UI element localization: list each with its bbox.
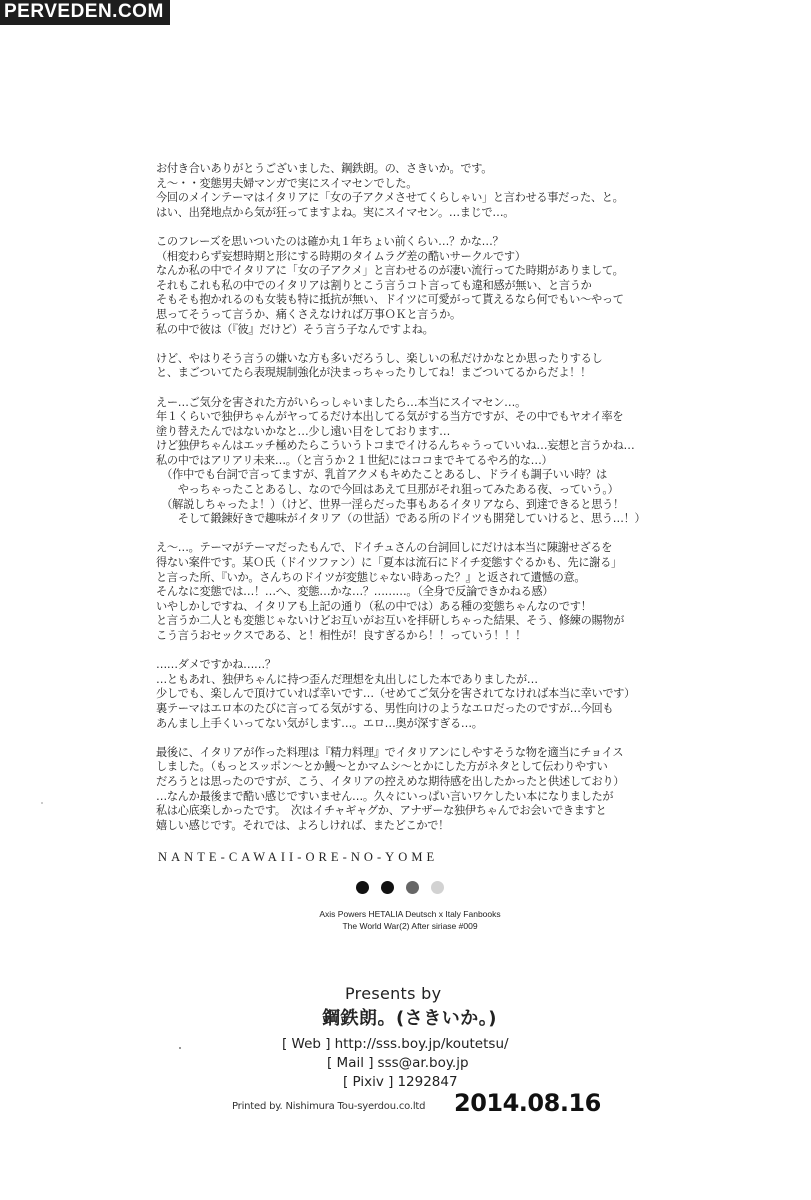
- afterword-paragraph: [156, 162, 656, 220]
- afterword-line: あんまし上手くいってない気がします…。エロ…奥が深すぎる…。: [156, 716, 483, 730]
- afterword-paragraph: [156, 541, 656, 643]
- mail-address[interactable]: sss@ar.boy.jp: [377, 1055, 469, 1071]
- pixiv-id: 1292847: [397, 1074, 458, 1090]
- afterword-line: なんか私の中でイタリアに「女の子アクメ」と言わせるのが凄い流行ってた時期がありまして。: [156, 264, 624, 278]
- afterword-line: こう言うおセックスである、と！相性が！良すぎるから！！っていう！！！: [156, 629, 527, 642]
- afterword-line: え～・・変態男夫婦マンガで実にスイマセンでした。: [156, 176, 418, 190]
- afterword-line: このフレーズを思いついたのは確か丸１年ちょい前くらい…？かな…？: [156, 234, 504, 248]
- afterword-line: けど、やはりそう言うの嫌いな方も多いだろうし、楽しいの私だけかなとか思ったりするし: [156, 351, 603, 365]
- afterword-line: えー…ご気分を害された方がいらっしゃいましたら…本当にスイマセン…。: [156, 395, 526, 409]
- progress-dot: [381, 881, 394, 894]
- mail-contact: [327, 1055, 469, 1071]
- web-url[interactable]: http://sss.boy.jp/koutetsu/: [334, 1036, 509, 1052]
- afterword-line: 得ない案件です。某Ｏ氏（ドイツファン）に「夏本は流石にドイチ変態すぐるかも、先に謝る」: [156, 556, 622, 570]
- series-title: NANTE-CAWAII-ORE-NO-YOME: [158, 850, 439, 864]
- afterword-paragraph: [156, 658, 656, 731]
- web-label: [ Web ]: [282, 1036, 331, 1052]
- print-speck: [179, 1047, 181, 1049]
- mail-label: [ Mail ]: [327, 1055, 374, 1071]
- afterword-line: それもこれも私の中でのイタリアは割りとこう言うコト言っても違和感が無い、と言うか: [156, 278, 592, 292]
- afterword-line: ……ダメですかね……？: [156, 658, 276, 672]
- afterword-line: 私は心底楽しかったです。 次はイチャギャグか、アナザーな独伊ちゃんでお会いできますと: [156, 804, 607, 818]
- print-speck: [41, 802, 43, 804]
- afterword-line: けど独伊ちゃんはエッチ極めたらこういうトコまでイけるんちゃうっていいね…妄想と言うかね…: [156, 439, 635, 453]
- afterword-line: と、まごついてたら表現規制強化が決まっちゃったりしてね！まごついてるからだよ！！: [156, 366, 592, 380]
- afterword-line: …ともあれ、独伊ちゃんに持つ歪んだ理想を丸出しにした本でありましたが…: [156, 672, 538, 686]
- afterword-line: 最後に、イタリアが作った料理は『精力料理』でイタリアンにしやすそうな物を適当にチョイス: [156, 745, 624, 759]
- afterword-line: 年１くらいで独伊ちゃんがヤってるだけ本出してる気がする当方ですが、その中でもヤオイ率を: [156, 410, 624, 424]
- afterword-line: 少しでも、楽しんで頂けていれば幸いです…（せめてご気分を害されてなければ本当に幸いです）: [156, 687, 636, 701]
- presents-by-label: Presents by: [345, 984, 442, 1003]
- afterword-line: 嬉しい感じです。それでは、よろしければ、またどこかで！: [156, 818, 450, 832]
- afterword-line: 今回のメインテーマはイタリアに「女の子アクメさせてくらしゃい」と言わせる事だった、と。: [156, 191, 624, 205]
- afterword-line: そもそも抱かれるのも女装も特に抵抗が無い、ドイツに可愛がって貰えるなら何でもい～やって: [156, 293, 624, 307]
- volume-subtitle: The World War(2) After siriase #009: [342, 921, 478, 931]
- afterword-line: …なんか最後まで酷い感じですいません…。久々にいっぱい言いワケしたい本になりましたが: [156, 789, 614, 803]
- afterword-line: 塗り替えたんではないかなと…少し遠い目をしております…: [156, 424, 450, 438]
- pixiv-label: [ Pixiv ]: [343, 1074, 394, 1090]
- progress-dot: [431, 881, 444, 894]
- author-name: 鋼鉄朗。(さきいか。): [322, 1008, 497, 1029]
- afterword-line: 私の中で彼は（『彼』だけど）そう言う子なんですよね。: [156, 322, 434, 336]
- afterword-paragraph: [156, 352, 656, 381]
- afterword-paragraph: [156, 235, 656, 337]
- site-watermark: PERVEDEN.COM: [0, 0, 170, 25]
- afterword-line: （解説しちゃったよ！）（けど、世界一淫らだった事もあるイタリアなら、到達できると思う！: [156, 497, 624, 511]
- afterword-line: （相変わらず妄想時期と形にする時期のタイムラグ差の酷いサークルです）: [156, 249, 526, 263]
- afterword-line: と言った所、『いか。さんちのドイツが変態じゃない時あった？』と返されて遺憾の意。: [156, 570, 586, 584]
- afterword-line: しました。（もっとスッポン～とか鰻～とかマムシ～とかにした方がネタとして伝わりやすい: [156, 760, 608, 774]
- afterword-line: やっちゃったことあるし、なので今回はあえて旦那がそれ狙ってみたある夜、っていう。）: [156, 483, 619, 497]
- pixiv-contact: [343, 1074, 458, 1090]
- afterword-line: いやしかしですね、イタリアも上記の通り（私の中では）ある種の変態ちゃんなのです！: [156, 599, 592, 613]
- afterword-line: と言うか二人とも変態じゃないけどお互いがお互いを拝研しちゃった結果、そう、修練の賜物が: [156, 614, 625, 628]
- printer-credit: Printed by. Nishimura Tou-syerdou.co.ltd: [232, 1101, 426, 1112]
- web-contact: [282, 1036, 509, 1052]
- afterword-line: お付き合いありがとうございました、鋼鉄朗。の、さきいか。です。: [156, 162, 493, 175]
- afterword-line: はい、出発地点から気が狂ってますよね。実にスイマセン。…まじで…。: [156, 205, 515, 219]
- afterword-text: [156, 162, 656, 848]
- afterword-line: え～…。テーマがテーマだったもんで、ドイチュさんの台詞回しにだけは本当に陳謝せざるを: [156, 541, 613, 555]
- afterword-line: そして鍛錬好きで趣味がイタリア（の世話）である所のドイツも開発していけると、思う…！）: [156, 512, 646, 526]
- afterword-line: 思ってそうって言うか、痛くさえなければ万事ＯＫと言うか。: [156, 307, 461, 321]
- afterword-paragraph: [156, 746, 656, 834]
- progress-dot: [356, 881, 369, 894]
- series-subtitle: Axis Powers HETALIA Deutsch x Italy Fanbooks: [319, 909, 501, 919]
- afterword-line: 私の中ではアリアリ未来…。（と言うか２１世紀にはココまでキてるやろ的な…）: [156, 453, 553, 467]
- afterword-line: 裏テーマはエロ本のたびに言ってる気がする、男性向けのようなエロだったのですが…今回も: [156, 701, 614, 715]
- afterword-paragraph: [156, 396, 656, 527]
- afterword-line: そんなに変態では…！…へ、変態…かな…？………。（全身で反論できかねる感）: [156, 585, 554, 599]
- afterword-line: だろうとは思ったのですが、こう、イタリアの控えめな期待感を出したかったと供述しており）: [156, 774, 625, 788]
- progress-dot: [406, 881, 419, 894]
- afterword-line: （作中でも台詞で言ってますが、乳首アクメもキめたことあるし、ドライも調子いい時？は: [156, 468, 607, 482]
- publication-date: 2014.08.16: [454, 1089, 601, 1117]
